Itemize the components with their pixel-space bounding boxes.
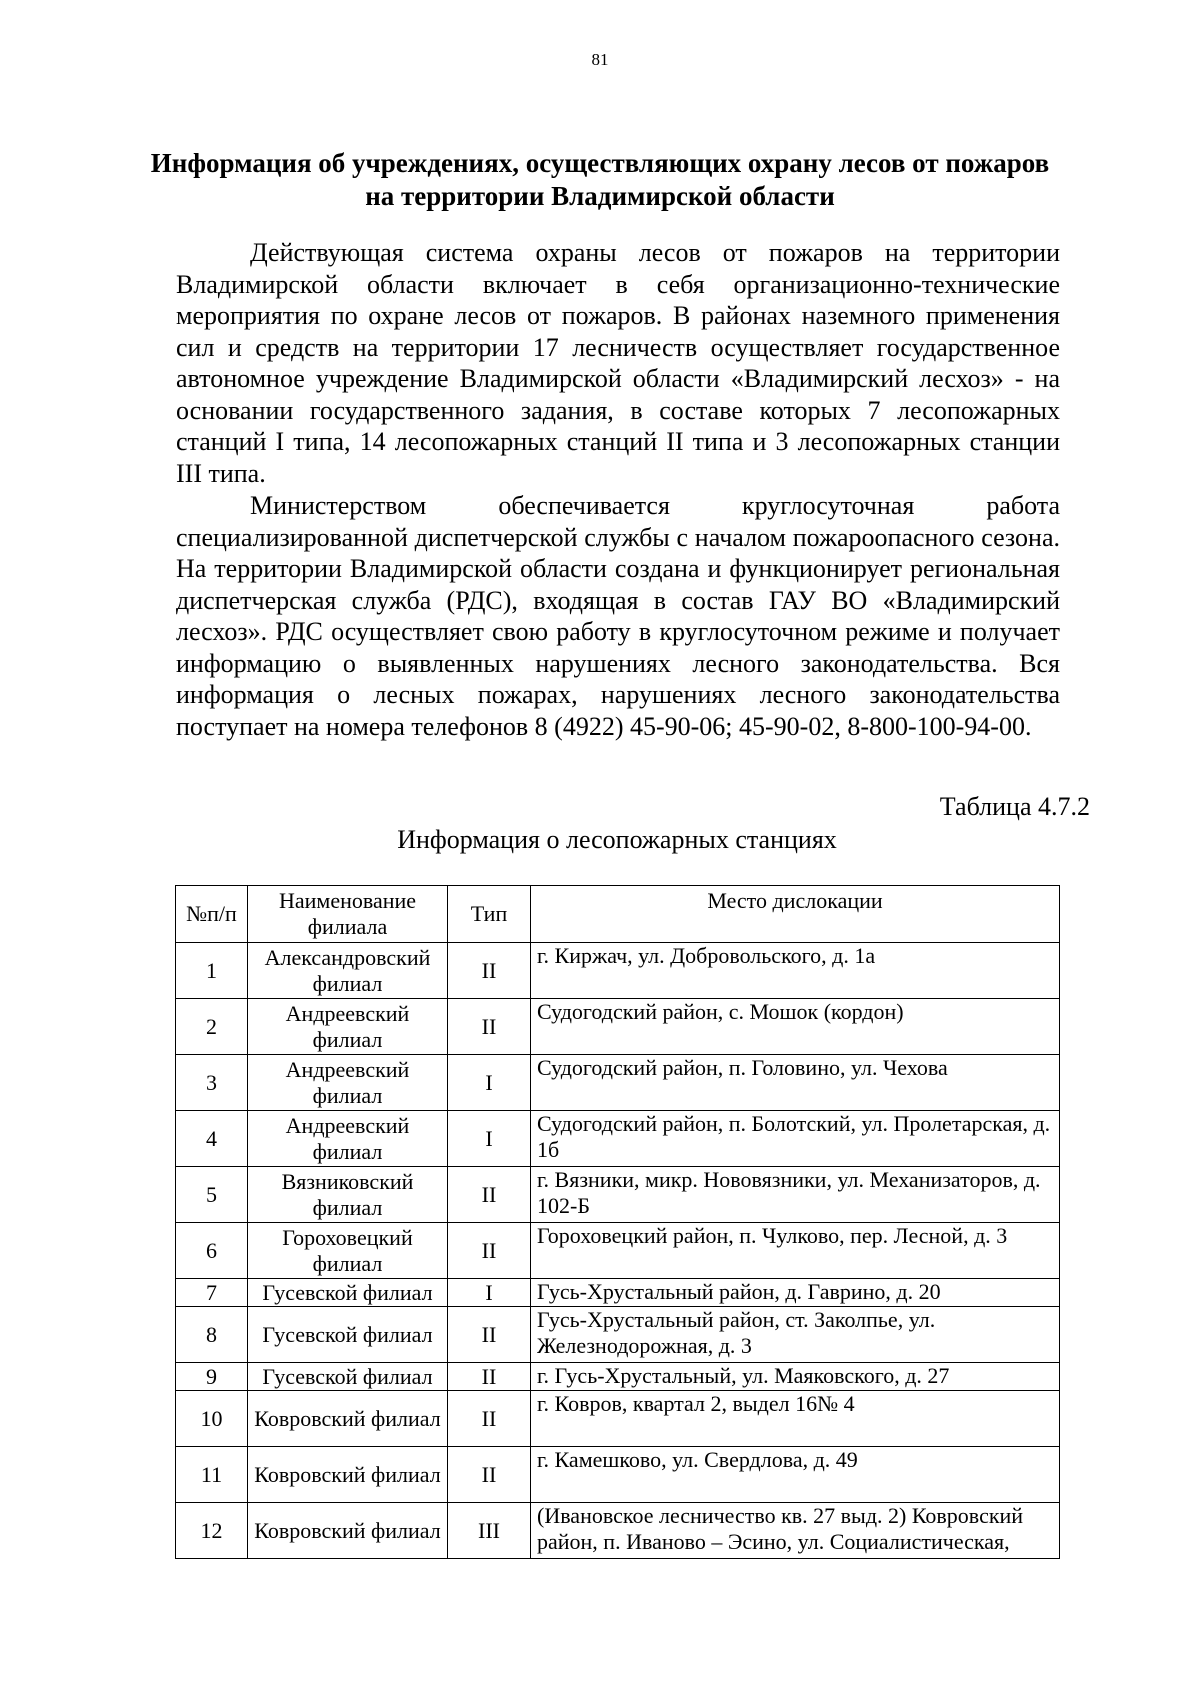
cell-type: I	[448, 1279, 531, 1307]
cell-name: Андреевский филиал	[248, 999, 448, 1055]
cell-name: Андреевский филиал	[248, 1111, 448, 1167]
cell-name: Гусевской филиал	[248, 1363, 448, 1391]
title-line-2: на территории Владимирской области	[365, 181, 835, 211]
table-number: Таблица 4.7.2	[939, 792, 1090, 821]
paragraph-2: Министерством обеспечивается круглосуточная работа специализированной диспетчерской службы с началом пожароопасного сезона. На территории Владимирской области создана и функционирует региональная диспетчерская служба (РДС), входящая в состав ГАУ ВО «Владимирский лесхоз». РДС осуществляет свою работу в круглосуточном режиме и получает информацию о выявленных нарушениях лесного законодательства. Вся информация о лесных пожарах, нарушениях лесного законодательства поступает на номера телефонов 8 (4922) 45-90-06; 45-90-02, 8-800-100-94-00.	[176, 491, 1060, 741]
table-row	[176, 999, 1060, 1055]
cell-location: Гусь-Хрустальный район, ст. Заколпье, ул. Железнодорожная, д. 3	[531, 1307, 1060, 1363]
cell-type: II	[448, 999, 531, 1055]
cell-name: Андреевский филиал	[248, 1055, 448, 1111]
cell-name: Гусевской филиал	[248, 1279, 448, 1307]
table-row	[176, 1111, 1060, 1167]
cell-type: II	[448, 1167, 531, 1223]
cell-num: 4	[176, 1111, 248, 1167]
cell-type: II	[448, 1391, 531, 1447]
cell-type: II	[448, 1363, 531, 1391]
cell-type: III	[448, 1503, 531, 1559]
cell-location: г. Киржач, ул. Добровольского, д. 1а	[531, 943, 1060, 999]
cell-num: 5	[176, 1167, 248, 1223]
cell-num: 2	[176, 999, 248, 1055]
cell-name: Ковровский филиал	[248, 1447, 448, 1503]
table-row	[176, 1307, 1060, 1363]
header-num: №п/п	[176, 886, 248, 943]
table-row	[176, 1167, 1060, 1223]
cell-name: Александровский филиал	[248, 943, 448, 999]
cell-num: 9	[176, 1363, 248, 1391]
cell-location: (Ивановское лесничество кв. 27 выд. 2) Ковровский район, п. Иваново – Эсино, ул. Социалистическая,	[531, 1503, 1060, 1559]
cell-location: Судогодский район, п. Болотский, ул. Пролетарская, д. 1б	[531, 1111, 1060, 1167]
cell-location: г. Камешково, ул. Свердлова, д. 49	[531, 1447, 1060, 1503]
paragraph-1: Действующая система охраны лесов от пожаров на территории Владимирской области включает в себя организационно-технические мероприятия по охране лесов от пожаров. В районах наземного применения сил и средств на территории 17 лесничеств осуществляет государственное автономное учреждение Владимирской области «Владимирский лесхоз» - на основании государственного задания, в составе которых 7 лесопожарных станций I типа, 14 лесопожарных станций II типа и 3 лесопожарных станции III типа.	[176, 238, 1060, 488]
cell-type: II	[448, 1223, 531, 1279]
document-title	[150, 147, 1050, 213]
table-header-row	[176, 886, 1060, 943]
cell-location: Гусь-Хрустальный район, д. Гаврино, д. 20	[531, 1279, 1060, 1307]
cell-name: Ковровский филиал	[248, 1503, 448, 1559]
table-row	[176, 1363, 1060, 1391]
title-line-1: Информация об учреждениях, осуществляющих охрану лесов от пожаров	[150, 148, 1050, 178]
cell-num: 11	[176, 1447, 248, 1503]
cell-num: 1	[176, 943, 248, 999]
table-row	[176, 1055, 1060, 1111]
cell-type: II	[448, 1447, 531, 1503]
cell-location: Гороховецкий район, п. Чулково, пер. Лесной, д. 3	[531, 1223, 1060, 1279]
cell-name: Ковровский филиал	[248, 1391, 448, 1447]
cell-type: II	[448, 1307, 531, 1363]
table-row	[176, 1503, 1060, 1559]
cell-name: Гороховецкий филиал	[248, 1223, 448, 1279]
cell-location: г. Гусь-Хрустальный, ул. Маяковского, д. 27	[531, 1363, 1060, 1391]
table-row	[176, 1279, 1060, 1307]
table-row	[176, 1391, 1060, 1447]
cell-num: 3	[176, 1055, 248, 1111]
header-type: Тип	[448, 886, 531, 943]
cell-num: 6	[176, 1223, 248, 1279]
cell-num: 7	[176, 1279, 248, 1307]
cell-num: 8	[176, 1307, 248, 1363]
page-number: 81	[591, 50, 609, 69]
cell-name: Гусевской филиал	[248, 1307, 448, 1363]
table-caption: Информация о лесопожарных станциях	[397, 825, 837, 854]
cell-num: 10	[176, 1391, 248, 1447]
cell-type: II	[448, 943, 531, 999]
table-row	[176, 1223, 1060, 1279]
table-row	[176, 943, 1060, 999]
cell-type: I	[448, 1055, 531, 1111]
cell-location: Судогодский район, с. Мошок (кордон)	[531, 999, 1060, 1055]
cell-location: г. Вязники, микр. Нововязники, ул. Механизаторов, д. 102-Б	[531, 1167, 1060, 1223]
fire-stations-table	[175, 885, 1060, 1559]
table-row	[176, 1447, 1060, 1503]
cell-type: I	[448, 1111, 531, 1167]
cell-num: 12	[176, 1503, 248, 1559]
cell-name: Вязниковский филиал	[248, 1167, 448, 1223]
cell-location: г. Ковров, квартал 2, выдел 16№ 4	[531, 1391, 1060, 1447]
cell-location: Судогодский район, п. Головино, ул. Чехова	[531, 1055, 1060, 1111]
header-name: Наименование филиала	[248, 886, 448, 943]
header-location: Место дислокации	[531, 886, 1060, 943]
